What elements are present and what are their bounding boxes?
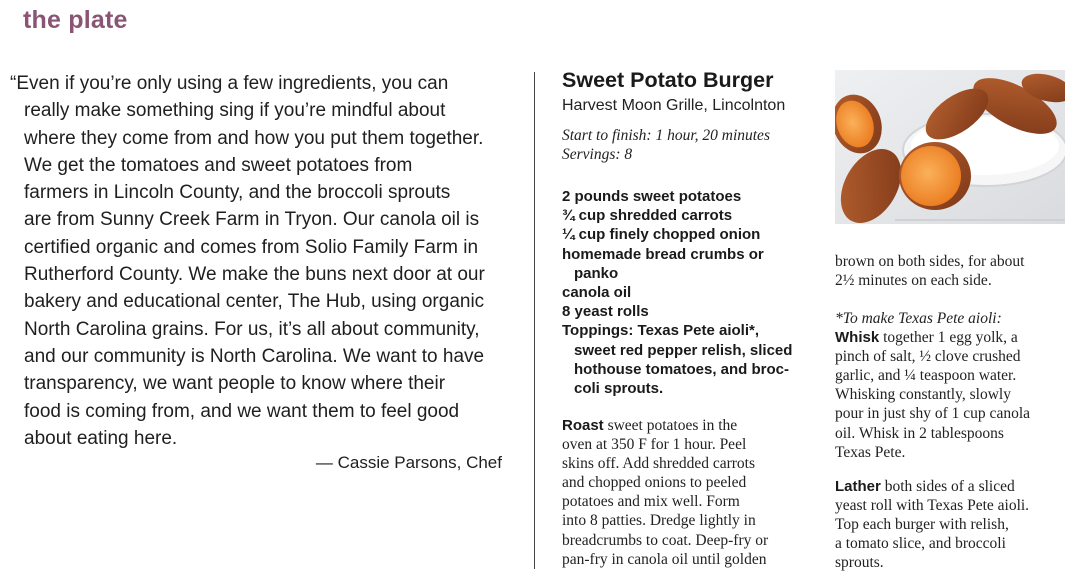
aioli-line: oil. Whisk in 2 tablespoons (835, 424, 1004, 442)
aioli-line: garlic, and ¼ teaspoon water. (835, 367, 1017, 385)
roast-line: into 8 patties. Dredge lightly in (562, 512, 756, 530)
aioli-line: pinch of salt, ½ clove crushed (835, 348, 1021, 366)
quote-line: really make something sing if you’re mindful about (24, 100, 446, 122)
roast-step-continued (835, 252, 1083, 290)
roast-continued-line: brown on both sides, for about (835, 253, 1025, 270)
quote-line: transparency, we want people to know where their (24, 373, 446, 395)
quote-line: bakery and educational center, The Hub, using organic (24, 291, 485, 313)
lather-line: both sides of a sliced (880, 478, 1015, 495)
ingredient-list (562, 187, 830, 398)
roast-step (562, 416, 822, 569)
quote-line: and our community is North Carolina. We want to have (24, 345, 485, 367)
section-title: the plate (23, 6, 128, 34)
quote-line: “Even if you’re only using a few ingredients, you can (10, 73, 449, 94)
roast-lead: Roast (562, 417, 604, 434)
quote-line: North Carolina grains. For us, it’s all about community, (24, 318, 480, 340)
aioli-step (835, 309, 1083, 462)
quote-line: food is coming from, and we want them to feel good (24, 400, 460, 422)
roast-line: potatoes and mix well. Form (562, 493, 740, 511)
ingredient-item: Toppings: Texas Pete aioli*, (562, 322, 759, 340)
ingredient-item: canola oil (562, 284, 632, 302)
lather-step (835, 477, 1083, 572)
roast-line: oven at 350 F for 1 hour. Peel (562, 436, 747, 454)
chef-quote (10, 70, 515, 452)
roast-line: and chopped onions to peeled (562, 474, 747, 492)
ingredient-item: ¼ cup finely chopped onion (562, 226, 761, 244)
ingredient-item: hothouse tomatoes, and broc- (574, 360, 790, 378)
restaurant-name: Harvest Moon Grille, Lincolnton (562, 97, 786, 114)
ingredient-item: coli sprouts. (574, 380, 664, 398)
lather-lead: Lather (835, 478, 881, 495)
servings: Servings: 8 (562, 146, 633, 163)
quote-attribution: — Cassie Parsons, Chef (315, 453, 502, 472)
roast-continued-line: 2½ minutes on each side. (835, 272, 992, 290)
quote-line: where they come from and how you put them together. (24, 127, 484, 149)
lather-line: Top each burger with relish, (835, 516, 1009, 534)
lather-line: yeast roll with Texas Pete aioli. (835, 497, 1030, 515)
quote-line: We get the tomatoes and sweet potatoes from (24, 154, 413, 176)
aioli-line: together 1 egg yolk, a (879, 329, 1018, 347)
recipe-meta (562, 126, 827, 164)
ingredient-item: 8 yeast rolls (562, 303, 649, 321)
roast-line: breadcrumbs to coat. Deep-fry or (562, 531, 769, 549)
ingredient-item: 2 pounds sweet potatoes (562, 188, 742, 205)
aioli-heading: *To make Texas Pete aioli: (835, 310, 1002, 327)
aioli-lead: Whisk (835, 329, 880, 347)
start-to-finish: Start to finish: 1 hour, 20 minutes (562, 127, 770, 144)
aioli-line: Texas Pete. (835, 443, 906, 461)
quote-line: farmers in Lincoln County, and the broccoli sprouts (24, 182, 451, 204)
quote-line: certified organic and comes from Solio Family Farm in (24, 236, 479, 258)
column-divider (534, 72, 535, 569)
aioli-line: Whisking constantly, slowly (835, 386, 1011, 404)
sweet-potatoes-photo (835, 70, 1065, 224)
lather-line: sprouts. (835, 554, 884, 572)
quote-line: Rutherford County. We make the buns next door at our (24, 264, 485, 286)
roast-line: skins off. Add shredded carrots (562, 455, 756, 473)
roast-line: pan-fry in canola oil until golden (562, 550, 767, 568)
quote-line: about eating here. (24, 427, 178, 449)
ingredient-item: sweet red pepper relish, sliced (574, 341, 793, 359)
recipe-title: Sweet Potato Burger (562, 68, 774, 92)
quote-line: are from Sunny Creek Farm in Tryon. Our canola oil is (24, 209, 480, 231)
ingredient-item: panko (574, 264, 619, 282)
sweet-potatoes-image (835, 70, 1065, 224)
ingredient-item: homemade bread crumbs or (562, 245, 764, 263)
ingredient-item: ¾ cup shredded carrots (562, 207, 733, 225)
roast-line: sweet potatoes in the (603, 417, 738, 434)
aioli-line: pour in just shy of 1 cup canola (835, 405, 1031, 423)
lather-line: a tomato slice, and broccoli (835, 535, 1006, 553)
